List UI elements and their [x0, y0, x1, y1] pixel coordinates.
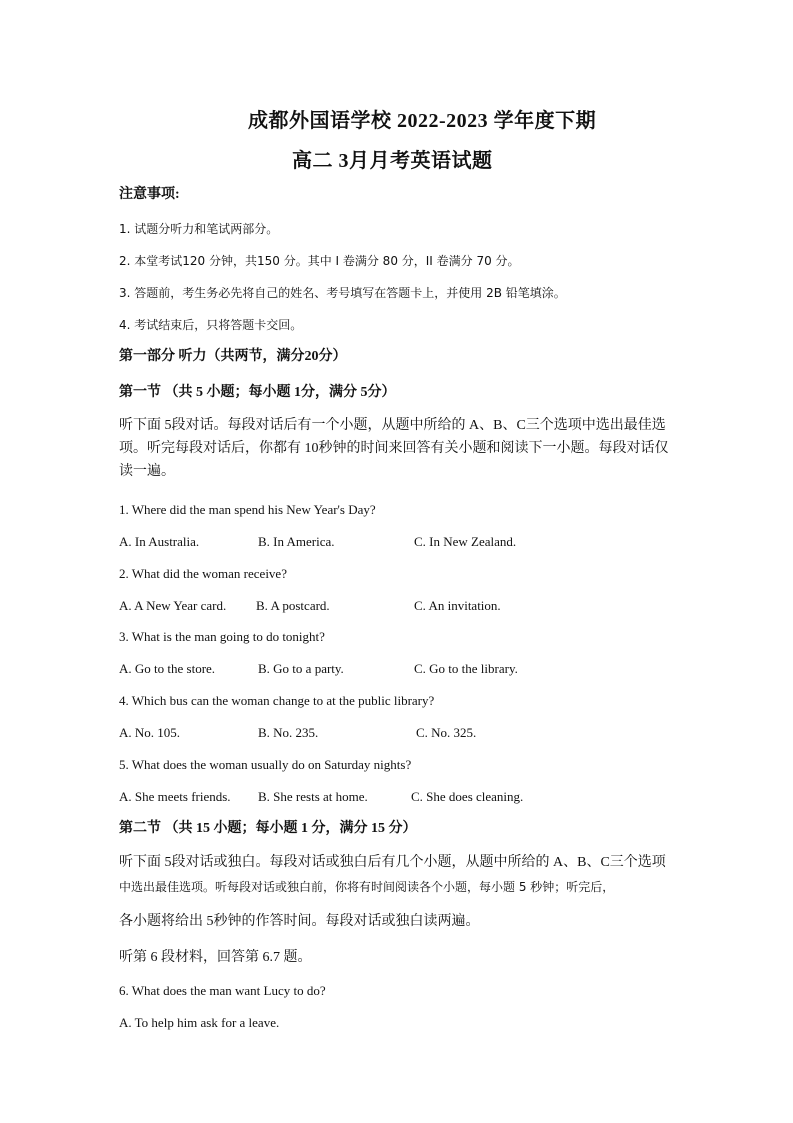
material-note: 听第 6 段材料，回答第 6.7 题。 [119, 950, 312, 965]
question-6: 6. What does the man want Lucy to do? [119, 983, 326, 998]
option-b: B. In America. [258, 534, 335, 549]
notice-heading: 注意事项: [119, 187, 180, 202]
section2-instruction: 中选出最佳选项。听每段对话或独白前，你将有时间阅读各个小题，每小题 5 秒钟；听完后， [119, 880, 615, 894]
question-5: 5. What does the woman usually do on Saturday nights? [119, 757, 412, 772]
section2-instruction: 各小题将给出 5秒钟的作答时间。每段对话或独白读两遍。 [119, 914, 480, 929]
option-b: B. A postcard. [256, 598, 330, 613]
question-4: 4. Which bus can the woman change to at the public library? [119, 693, 435, 708]
option-c: C. She does cleaning. [411, 789, 524, 804]
question-1: 1. Where did the man spend his New Year's Day? [119, 502, 376, 517]
part1-heading: 第一部分 听力（共两节，满分20分） [119, 349, 347, 364]
notice-item: 4. 考试结束后，只将答题卡交回。 [119, 318, 303, 332]
option-a: A. A New Year card. [119, 598, 227, 613]
section1-instruction: 听下面 5段对话。每段对话后有一个小题，从题中所给的 A、B、C三个选项中选出最佳选项。听完每段对话后，你都有 10秒钟的时间来回答有关小题和阅读下一小题。每段对话仅读一遍。 [119, 418, 669, 479]
exam-subtitle: 高二 3月月考英语试题 [292, 150, 493, 172]
section1-heading: 第一节 （共 5 小题；每小题 1分，满分 5分） [119, 385, 396, 400]
exam-title: 成都外国语学校 2022-2023 学年度下期 [248, 110, 597, 132]
option-c: C. No. 325. [416, 725, 477, 740]
option-a: A. To help him ask for a leave. [119, 1015, 280, 1030]
option-a: A. Go to the store. [119, 661, 216, 676]
section2-heading: 第二节 （共 15 小题；每小题 1 分，满分 15 分） [119, 821, 417, 836]
option-a: A. In Australia. [119, 534, 200, 549]
option-b: B. She rests at home. [258, 789, 368, 804]
notice-item: 1. 试题分听力和笔试两部分。 [119, 222, 279, 236]
option-c: C. Go to the library. [414, 661, 518, 676]
question-3: 3. What is the man going to do tonight? [119, 629, 325, 644]
option-a: A. No. 105. [119, 725, 181, 740]
notice-item: 2. 本堂考试120 分钟，共150 分。其中 I 卷满分 80 分，II 卷满分 70 分。 [119, 254, 520, 268]
option-c: C. In New Zealand. [414, 534, 517, 549]
notice-item: 3. 答题前，考生务必先将自己的姓名、考号填写在答题卡上，并使用 2B 铅笔填涂。 [119, 286, 566, 300]
option-c: C. An invitation. [414, 598, 501, 613]
option-a: A. She meets friends. [119, 789, 231, 804]
option-b: B. No. 235. [258, 725, 319, 740]
section2-instruction: 听下面 5段对话或独白。每段对话或独白后有几个小题，从题中所给的 A、B、C三个选项 [119, 855, 666, 870]
question-2: 2. What did the woman receive? [119, 566, 287, 581]
option-b: B. Go to a party. [258, 661, 344, 676]
